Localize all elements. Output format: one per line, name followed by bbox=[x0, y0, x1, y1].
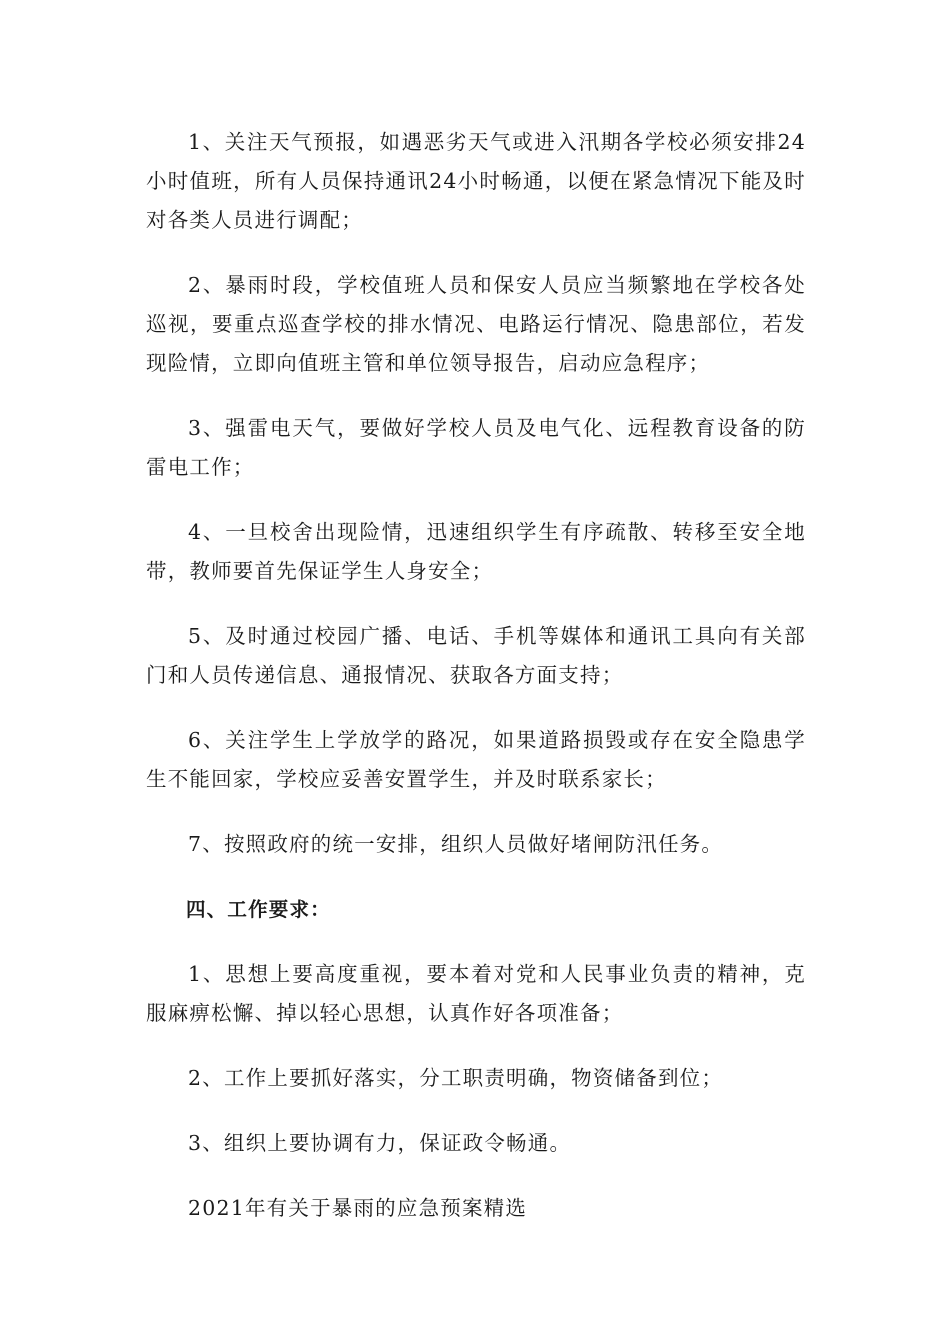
paragraph-1: 1、关注天气预报，如遇恶劣天气或进入汛期各学校必须安排24小时值班，所有人员保持通讯24小时畅通，以便在紧急情况下能及时对各类人员进行调配； bbox=[146, 130, 806, 232]
paragraph-5: 5、及时通过校园广播、电话、手机等媒体和通讯工具向有关部门和人员传递信息、通报情况、获取各方面支持； bbox=[146, 624, 806, 687]
section-heading: 四、工作要求： bbox=[185, 898, 331, 921]
document-body bbox=[146, 123, 806, 1254]
paragraph-6: 6、关注学生上学放学的路况，如果道路损毁或存在安全隐患学生不能回家，学校应妥善安置学生，并及时联系家长； bbox=[146, 728, 806, 791]
requirement-3: 3、组织上要协调有力，保证政令畅通。 bbox=[188, 1131, 572, 1155]
requirement-2: 2、工作上要抓好落实，分工职责明确，物资储备到位； bbox=[188, 1066, 724, 1090]
paragraph-4: 4、一旦校舍出现险情，迅速组织学生有序疏散、转移至安全地带，教师要首先保证学生人身安全； bbox=[146, 520, 806, 583]
closing-title: 2021年有关于暴雨的应急预案精选 bbox=[188, 1196, 528, 1220]
paragraph-2: 2、暴雨时段，学校值班人员和保安人员应当频繁地在学校各处巡视，要重点巡查学校的排水情况、电路运行情况、隐患部位，若发现险情，立即向值班主管和单位领导报告，启动应急程序； bbox=[146, 273, 806, 375]
requirement-1: 1、思想上要高度重视，要本着对党和人民事业负责的精神，克服麻痹松懈、掉以轻心思想，认真作好各项准备； bbox=[146, 962, 806, 1025]
paragraph-3: 3、强雷电天气，要做好学校人员及电气化、远程教育设备的防雷电工作； bbox=[146, 416, 806, 479]
paragraph-7: 7、按照政府的统一安排，组织人员做好堵闸防汛任务。 bbox=[188, 832, 724, 856]
